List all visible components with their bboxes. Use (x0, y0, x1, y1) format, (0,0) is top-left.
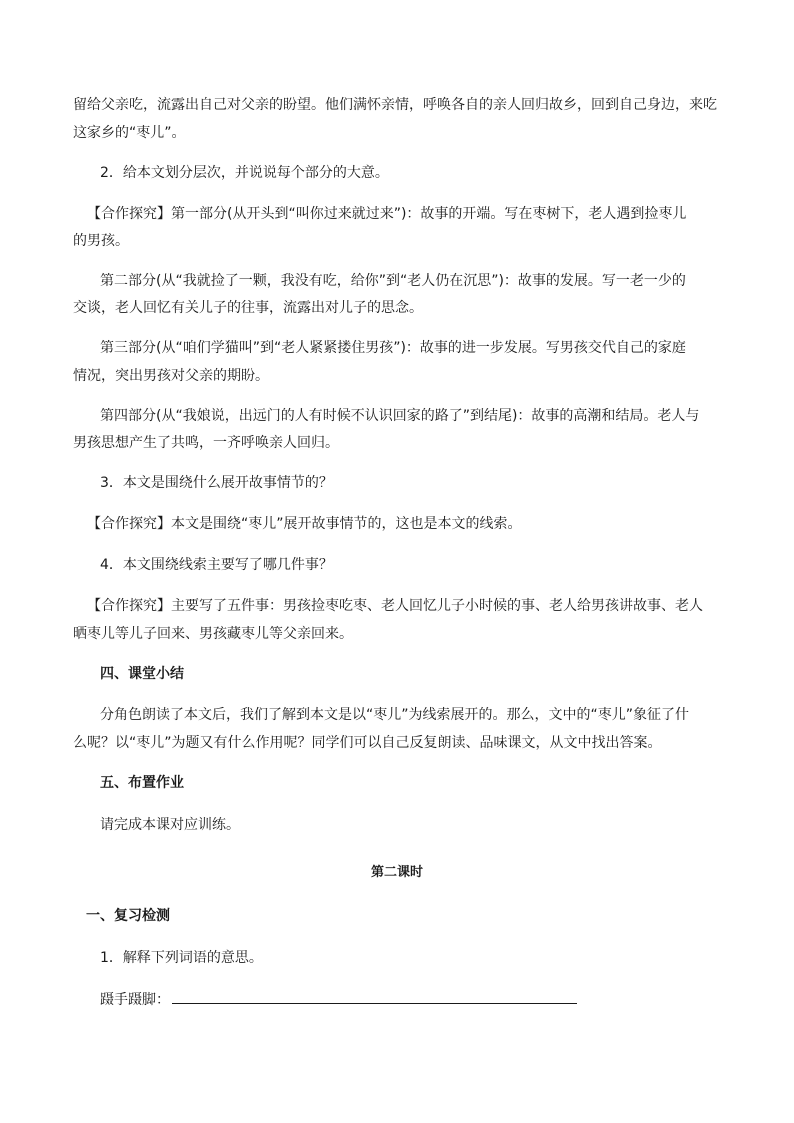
term-row (100, 988, 760, 1010)
answer-3: 【合作探究】本文是围绕“枣儿”展开故事情节的，这也是本文的线索。 (87, 516, 522, 532)
answer-2-part1-line: 的男孩。 (73, 233, 129, 249)
answer-2-part3-line: 情况，突出男孩对父亲的期盼。 (73, 368, 269, 384)
section-heading: 五、布置作业 (100, 775, 184, 791)
question-3: 3．本文是围绕什么展开故事情节的？ (100, 475, 333, 491)
summary-line: 分角色朗读了本文后，我们了解到本文是以“枣儿”为线索展开的。那么，文中的“枣儿”象征了什 (100, 707, 690, 723)
answer-2-part1-line: 【合作探究】第一部分(从开头到“叫你过来就过来”)：故事的开端。写在枣树下，老人遇到捡枣儿 (87, 206, 687, 222)
answer-2-part4-line: 男孩思想产生了共鸣，一齐呼唤亲人回归。 (73, 435, 339, 451)
review-question-1: 1．解释下列词语的意思。 (100, 950, 263, 966)
homework-text: 请完成本课对应训练。 (100, 817, 240, 833)
answer-4-line: 【合作探究】主要写了五件事：男孩捡枣吃枣、老人回忆儿子小时候的事、老人给男孩讲故事、老人 (87, 598, 703, 614)
paragraph-line: 这家乡的“枣儿”。 (73, 125, 186, 141)
section-heading: 四、课堂小结 (100, 666, 184, 682)
summary-line: 么呢？以“枣儿”为题又有什么作用呢？同学们可以自己反复朗读、品味课文，从文中找出答案。 (73, 735, 662, 751)
question-2: 2．给本文划分层次，并说说每个部分的大意。 (100, 165, 389, 181)
term-label: 蹑手蹑脚： (100, 992, 170, 1008)
lesson-title: 第二课时 (370, 865, 423, 880)
paragraph-line: 留给父亲吃，流露出自己对父亲的盼望。他们满怀亲情，呼唤各自的亲人回归故乡，回到自己身边，来吃 (73, 97, 717, 113)
section-heading: 一、复习检测 (86, 908, 170, 924)
answer-4-line: 晒枣儿等儿子回来、男孩藏枣儿等父亲回来。 (73, 626, 353, 642)
answer-2-part3-line: 第三部分(从“咱们学猫叫”到“老人紧紧搂住男孩”)：故事的进一步发展。写男孩交代自己的家庭 (100, 340, 686, 356)
answer-2-part2-line: 第二部分(从“我就捡了一颗，我没有吃，给你”到“老人仍在沉思”)：故事的发展。写一老一少的 (100, 273, 686, 289)
answer-2-part2-line: 交谈，老人回忆有关儿子的往事，流露出对儿子的思念。 (73, 300, 423, 316)
answer-blank-line[interactable] (172, 988, 577, 1004)
answer-2-part4-line: 第四部分(从“我娘说，出远门的人有时候不认识回家的路了”到结尾)：故事的高潮和结局。老人与 (100, 408, 700, 424)
question-4: 4．本文围绕线索主要写了哪几件事？ (100, 557, 333, 573)
